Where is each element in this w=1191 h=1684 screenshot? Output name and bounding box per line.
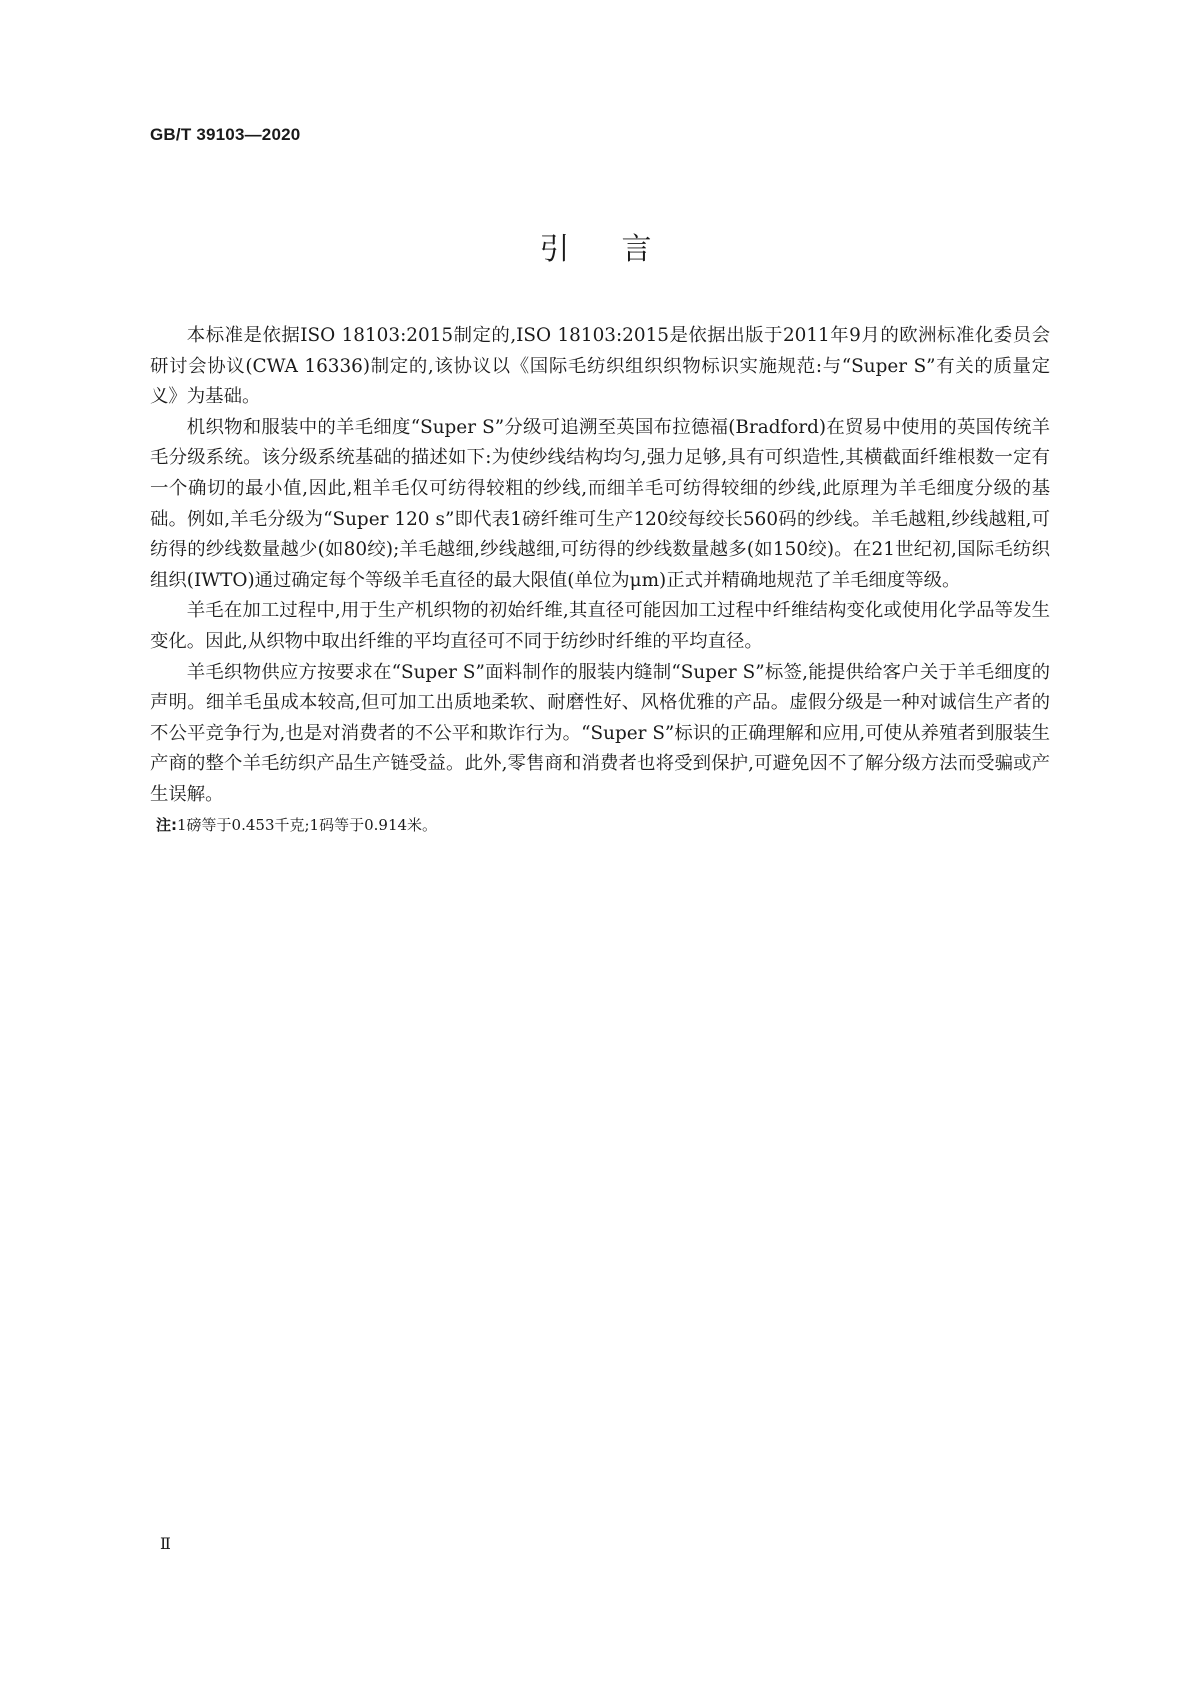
page-title: 引言 xyxy=(539,232,704,267)
paragraph-2: 机织物和服装中的羊毛细度“Super S”分级可追溯至英国布拉德福(Bradford)在贸易中使用的英国传统羊毛分级系统。该分级系统基础的描述如下:为使纱线结构均匀,强力足够,具有可织造性,其横截面纤维根数一定有一个确切的最小值,因此,粗羊毛仅可纺得较粗的纱线,而细羊毛可纺得较细的纱线,此原理为羊毛细度分级的基础。例如,羊毛分级为“Super 120 s”即代表1磅纤维可生产120绞每绞长560码的纱线。羊毛越粗,纱线越粗,可纺得的纱线数量越少(如80绞);羊毛越细,纱线越细,可纺得的纱线数量越多(如150绞)。在21世纪初,国际毛纺织组织(IWTO)通过确定每个等级羊毛直径的最大限值(单位为μm)正式并精确地规范了羊毛细度等级。 xyxy=(150,416,1050,591)
page-number: Ⅱ xyxy=(160,1534,171,1553)
paragraph-1: 本标准是依据ISO 18103:2015制定的,ISO 18103:2015是依据出版于2011年9月的欧洲标准化委员会研讨会协议(CWA 16336)制定的,该协议以《国际毛纺织组织织物标识实施规范:与“Super S”有关的质量定义》为基础。 xyxy=(150,325,1050,408)
body-content xyxy=(150,321,1050,837)
standard-code: GB/T 39103—2020 xyxy=(150,125,301,144)
note-label: 注: xyxy=(156,815,177,834)
note xyxy=(150,813,1050,837)
note-text: 1磅等于0.453千克;1码等于0.914米。 xyxy=(177,815,438,834)
paragraph-3: 羊毛在加工过程中,用于生产机织物的初始纤维,其直径可能因加工过程中纤维结构变化或使用化学品等发生变化。因此,从织物中取出纤维的平均直径可不同于纺纱时纤维的平均直径。 xyxy=(150,600,1050,652)
paragraph-4: 羊毛织物供应方按要求在“Super S”面料制作的服装内缝制“Super S”标签,能提供给客户关于羊毛细度的声明。细羊毛虽成本较高,但可加工出质地柔软、耐磨性好、风格优雅的产品。虚假分级是一种对诚信生产者的不公平竞争行为,也是对消费者的不公平和欺诈行为。“Super S”标识的正确理解和应用,可使从养殖者到服装生产商的整个羊毛纺织产品生产链受益。此外,零售商和消费者也将受到保护,可避免因不了解分级方法而受骗或产生误解。 xyxy=(150,661,1050,805)
